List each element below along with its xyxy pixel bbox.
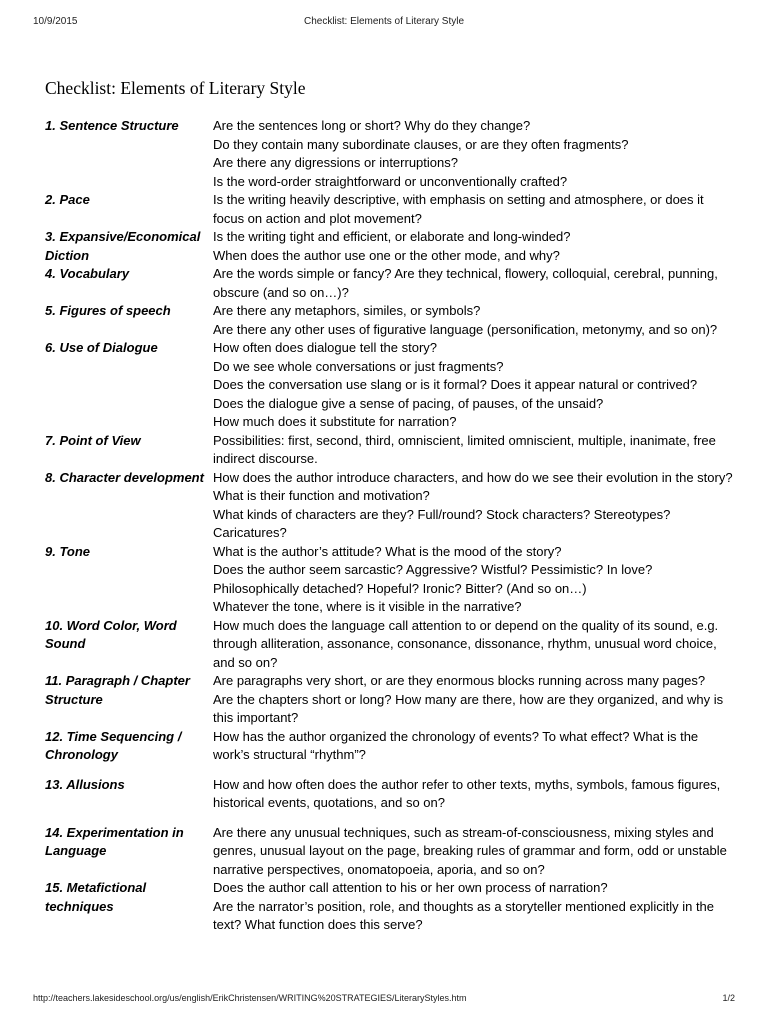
item-question: Are the narrator’s position, role, and thoughts as a storyteller mentioned explicitly in the text? What function does this serve? <box>213 898 715 932</box>
item-term: 13. Allusions <box>45 776 125 792</box>
item-questions <box>213 228 735 265</box>
checklist-item <box>45 117 735 191</box>
print-footer <box>0 993 768 1007</box>
item-questions <box>213 469 735 543</box>
print-title: Checklist: Elements of Literary Style <box>303 16 465 27</box>
item-question: Does the author seem sarcastic? Aggressive? Wistful? Pessimistic? In love? Philosophically detached? Hopeful? Ironic? Bitter? (And so on…) <box>213 562 653 596</box>
item-question: Are there any other uses of figurative language (personification, metonymy, and so on)? <box>213 321 718 337</box>
checklist-item <box>45 339 735 432</box>
item-question: How often does dialogue tell the story? <box>213 340 438 355</box>
item-question: Do we see whole conversations or just fragments? <box>213 358 504 374</box>
item-term: 8. Character development <box>45 469 204 485</box>
item-questions <box>213 776 735 813</box>
item-term: 1. Sentence Structure <box>45 118 179 133</box>
checklist-item <box>45 191 735 228</box>
item-question: Are there any unusual techniques, such as stream-of-consciousness, mixing styles and genres, unusual layout on the page, breaking rules of grammar and form, odd or unstable narrative perspectives, onomatopoeia, aporia, and so on? <box>213 824 727 877</box>
item-questions <box>213 432 735 469</box>
checklist-item <box>45 469 735 543</box>
item-term: 3. Expansive/Economical Diction <box>45 229 201 263</box>
item-question: Does the dialogue give a sense of pacing, of pauses, of the unsaid? <box>213 395 604 411</box>
item-question: Does the author call attention to his or her own process of narration? <box>213 880 608 895</box>
item-term: 9. Tone <box>45 543 91 559</box>
item-questions <box>213 302 735 339</box>
item-term: 14. Experimentation in Language <box>45 824 184 858</box>
checklist <box>45 117 735 935</box>
item-question: Possibilities: first, second, third, omniscient, limited omniscient, multiple, inanimate, free indirect discourse. <box>213 432 716 466</box>
item-question: Does the conversation use slang or is it formal? Does it appear natural or contrived? <box>213 377 698 392</box>
item-questions <box>213 672 735 728</box>
item-question: Are the chapters short or long? How many are there, how are they organized, and why is this important? <box>213 691 724 725</box>
item-questions <box>213 824 735 880</box>
item-term: 7. Point of View <box>45 432 141 448</box>
item-term: 10. Word Color, Word Sound <box>45 617 177 651</box>
checklist-item <box>45 728 735 765</box>
item-questions <box>213 117 735 191</box>
item-question: How and how often does the author refer to other texts, myths, symbols, famous figures, historical events, quotations, and so on? <box>213 776 721 810</box>
item-question: Do they contain many subordinate clauses, or are they often fragments? <box>213 136 629 152</box>
item-term: 11. Paragraph / Chapter Structure <box>45 673 190 707</box>
item-question: Whatever the tone, where is it visible in the narrative? <box>213 599 522 614</box>
document-title: Checklist: Elements of Literary Style <box>45 78 306 98</box>
item-questions <box>213 728 735 765</box>
item-questions <box>213 191 735 228</box>
item-question: What kinds of characters are they? Full/round? Stock characters? Stereotypes? Caricatures? <box>213 506 671 540</box>
item-question: When does the author use one or the other mode, and why? <box>213 247 560 263</box>
item-term: 5. Figures of speech <box>45 303 171 318</box>
print-date: 10/9/2015 <box>33 16 78 27</box>
checklist-item <box>45 776 735 813</box>
item-questions <box>213 879 735 935</box>
item-question: Is the writing heavily descriptive, with emphasis on setting and atmosphere, or does it focus on action and plot movement? <box>213 192 704 226</box>
checklist-item <box>45 824 735 880</box>
item-question: Are the sentences long or short? Why do they change? <box>213 118 531 133</box>
item-term: 2. Pace <box>45 192 90 207</box>
item-question: Is the writing tight and efficient, or elaborate and long-winded? <box>213 229 571 244</box>
item-term: 12. Time Sequencing / Chronology <box>45 728 182 762</box>
item-question: What is the author’s attitude? What is the mood of the story? <box>213 543 562 559</box>
checklist-item <box>45 617 735 673</box>
item-questions <box>213 617 735 673</box>
page-number: 1/2 <box>722 993 735 1003</box>
item-question: Are there any digressions or interruptions? <box>213 155 458 170</box>
item-questions <box>213 543 735 617</box>
item-question: Are there any metaphors, similes, or symbols? <box>213 303 481 318</box>
item-term: 6. Use of Dialogue <box>45 340 158 355</box>
item-questions <box>213 265 735 302</box>
item-question: How does the author introduce characters, and how do we see their evolution in the story? What is their function and motivation? <box>213 469 733 503</box>
item-question: How has the author organized the chronology of events? To what effect? What is the work’s structural “rhythm”? <box>213 728 699 762</box>
item-term: 4. Vocabulary <box>45 266 130 281</box>
print-header <box>0 16 768 32</box>
page-url: http://teachers.lakesideschool.org/us/english/ErikChristensen/WRITING%20STRATEGIES/LiteraryStyles.htm <box>33 993 467 1003</box>
checklist-item <box>45 543 735 617</box>
item-question: Is the word-order straightforward or unconventionally crafted? <box>213 173 568 189</box>
item-question: How much does it substitute for narration? <box>213 414 457 429</box>
item-question: Are the words simple or fancy? Are they technical, flowery, colloquial, cerebral, punning, obscure (and so on…)? <box>213 266 718 300</box>
item-questions <box>213 339 735 432</box>
checklist-item <box>45 879 735 935</box>
item-term: 15. Metafictional techniques <box>45 880 147 914</box>
checklist-item <box>45 265 735 302</box>
checklist-item <box>45 672 735 728</box>
item-question: How much does the language call attention to or depend on the quality of its sound, e.g. through alliteration, assonance, consonance, dissonance, rhythm, unusual word choice, and so on? <box>213 617 719 670</box>
checklist-item <box>45 432 735 469</box>
item-question: Are paragraphs very short, or are they enormous blocks running across many pages? <box>213 673 706 688</box>
checklist-item <box>45 302 735 339</box>
checklist-item <box>45 228 735 265</box>
